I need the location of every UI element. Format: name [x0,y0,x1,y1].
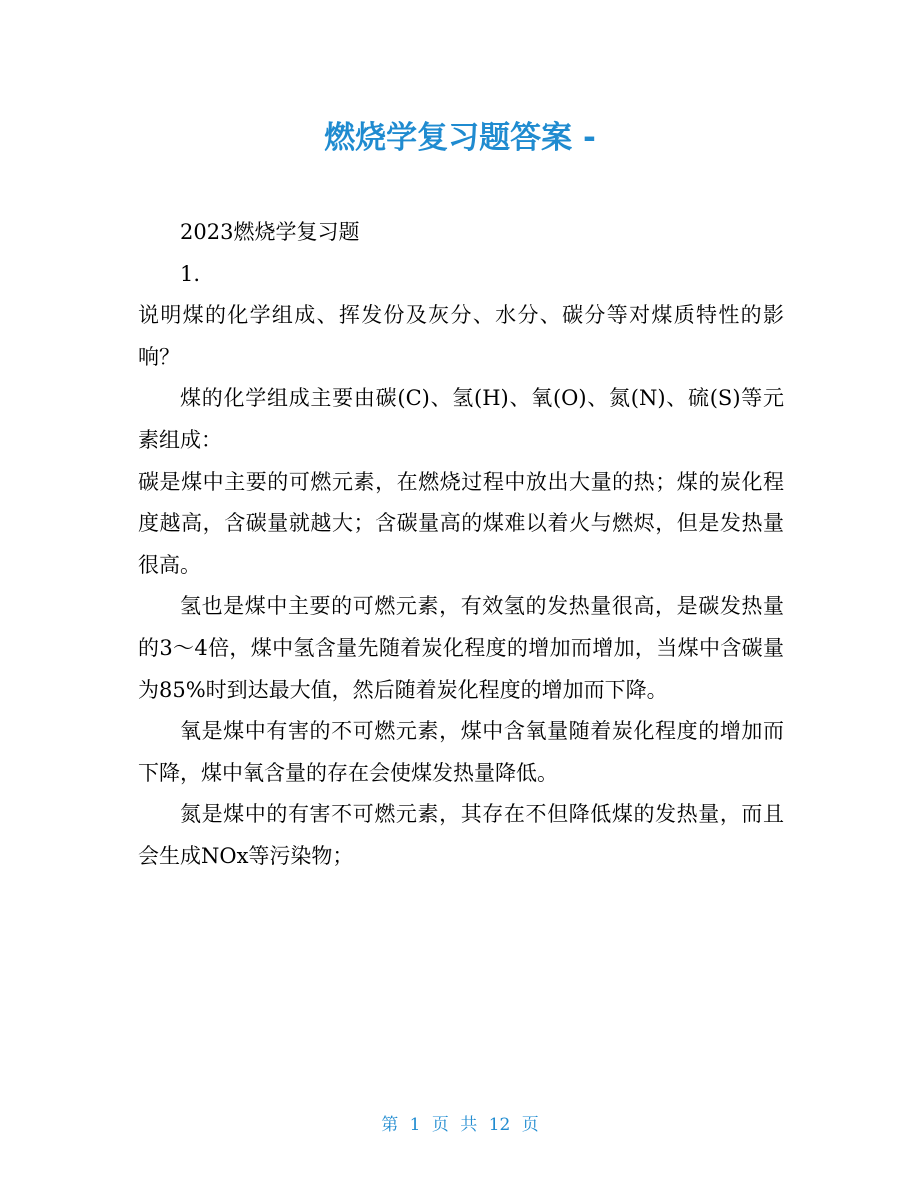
document-body [138,212,784,878]
paragraph-composition: 煤的化学组成主要由碳(C)、氢(H)、氧(O)、氮(N)、硫(S)等元素组成： [138,386,784,452]
paragraph-question-number: 1. [180,261,201,286]
paragraph-oxygen: 氧是煤中有害的不可燃元素，煤中含氧量随着炭化程度的增加而下降，煤中氧含量的存在会使煤发热量降低。 [138,719,784,785]
paragraph-hydrogen: 氢也是煤中主要的可燃元素，有效氢的发热量很高，是碳发热量的3～4倍，煤中氢含量先随着炭化程度的增加而增加，当煤中含碳量为85%时到达最大值，然后随着炭化程度的增加而下降。 [138,594,784,702]
paragraph-nitrogen: 氮是煤中的有害不可燃元素，其存在不但降低煤的发热量，而且会生成NOx等污染物； [138,802,784,868]
paragraph-question: 说明煤的化学组成、挥发份及灰分、水分、碳分等对煤质特性的影响？ [138,303,784,369]
page-number-footer: 第 1 页 共 12 页 [381,1115,539,1135]
document-title: 燃烧学复习题答案 - [324,120,596,156]
paragraph-carbon: 碳是煤中主要的可燃元素，在燃烧过程中放出大量的热；煤的炭化程度越高，含碳量就越大；含碳量高的煤难以着火与燃烬，但是发热量很高。 [138,469,784,577]
paragraph-heading: 2023燃烧学复习题 [180,220,360,244]
